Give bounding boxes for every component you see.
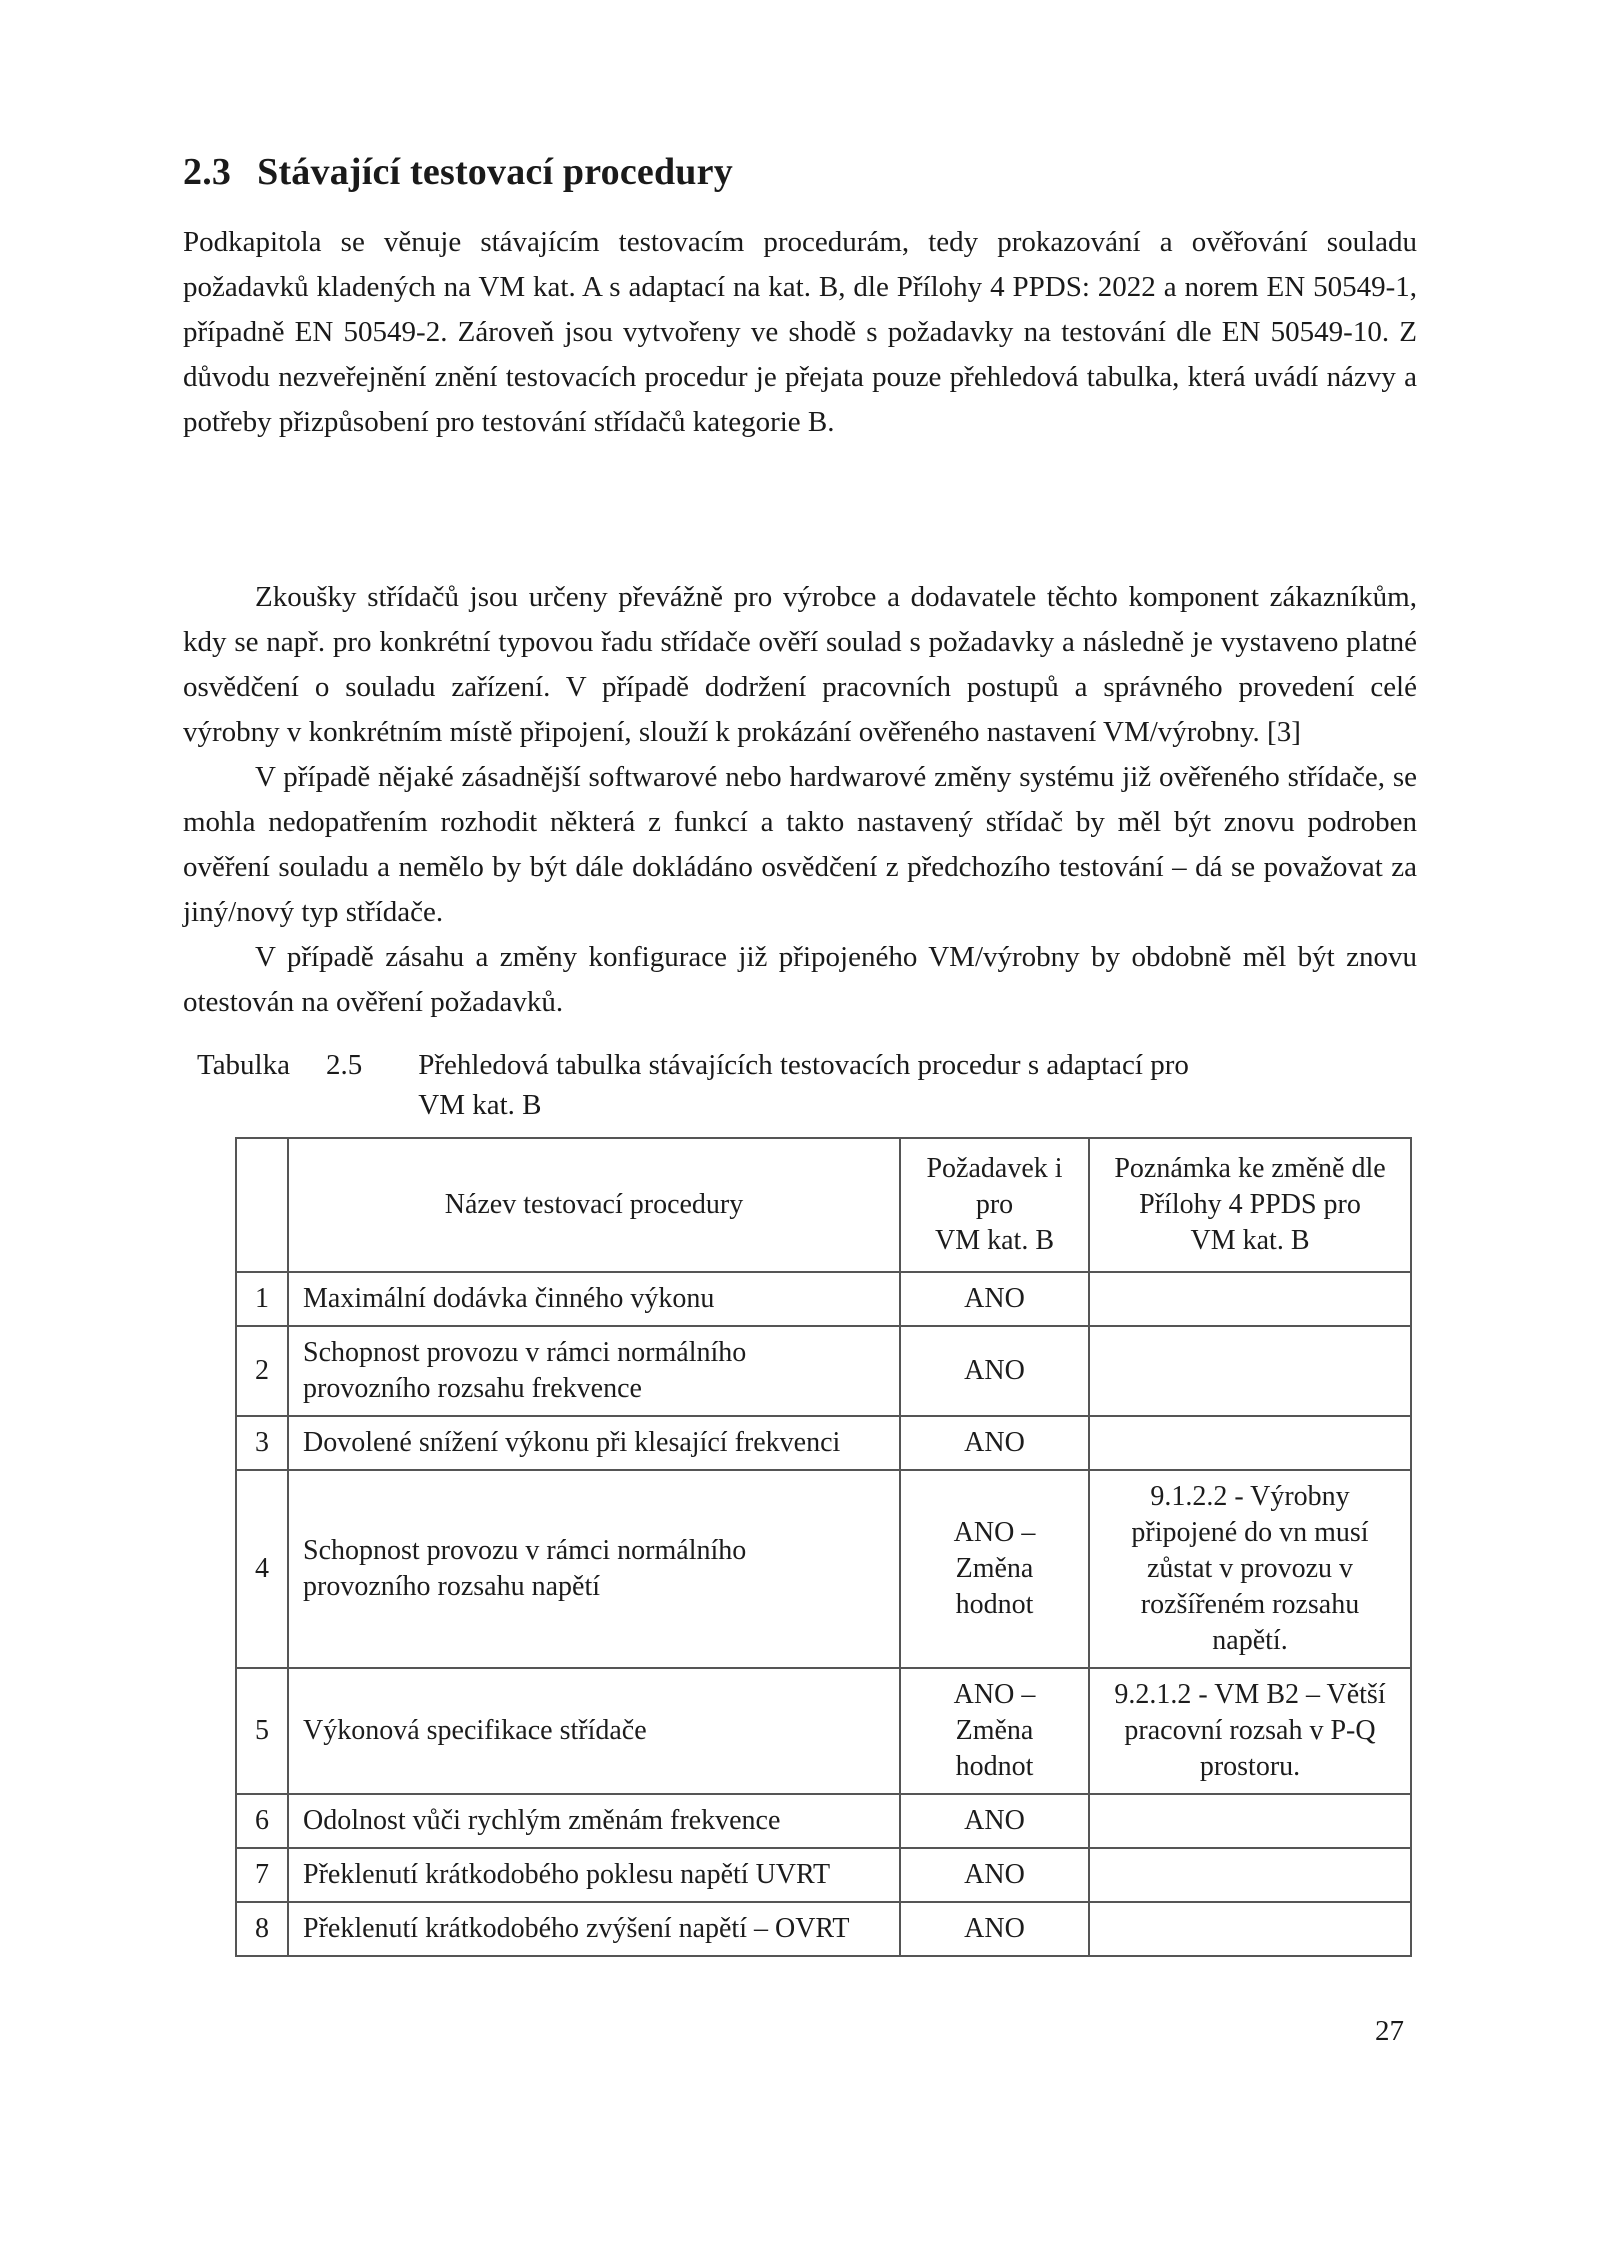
table-row (236, 1272, 1411, 1326)
change-note (1089, 1326, 1411, 1416)
section-heading (183, 150, 1417, 196)
row-index: 7 (236, 1848, 288, 1902)
requirement-value: ANO – Změna hodnot (900, 1668, 1089, 1794)
table-caption (197, 1045, 1417, 1125)
table-row (236, 1902, 1411, 1956)
procedure-name: Překlenutí krátkodobého poklesu napětí UVRT (288, 1848, 900, 1902)
change-note (1089, 1794, 1411, 1848)
table-caption-text: Přehledová tabulka stávajících testovacích procedur s adaptací pro VM kat. B (418, 1048, 1189, 1121)
table-row (236, 1848, 1411, 1902)
procedure-name: Schopnost provozu v rámci normálního provozního rozsahu napětí (288, 1470, 900, 1668)
requirement-value: ANO (900, 1902, 1089, 1956)
change-note: 9.1.2.2 - Výrobny připojené do vn musí zůstat v provozu v rozšířeném rozsahu napětí. (1089, 1470, 1411, 1668)
section-number: 2.3 (183, 151, 232, 193)
change-note (1089, 1848, 1411, 1902)
row-index: 8 (236, 1902, 288, 1956)
requirement-value: ANO (900, 1794, 1089, 1848)
table-caption-number: 2.5 (326, 1048, 363, 1081)
change-note: 9.2.1.2 - VM B2 – Větší pracovní rozsah v P-Q prostoru. (1089, 1668, 1411, 1794)
row-index: 5 (236, 1668, 288, 1794)
requirement-value: ANO – Změna hodnot (900, 1470, 1089, 1668)
requirement-value: ANO (900, 1848, 1089, 1902)
procedure-name: Dovolené snížení výkonu při klesající frekvenci (288, 1416, 900, 1470)
header-index-cell (236, 1138, 288, 1272)
procedure-name: Odolnost vůči rychlým změnám frekvence (288, 1794, 900, 1848)
table-row (236, 1470, 1411, 1668)
table-caption-label: Tabulka (197, 1048, 290, 1081)
row-index: 3 (236, 1416, 288, 1470)
header-requirement: Požadavek i pro VM kat. B (900, 1138, 1089, 1272)
requirement-value: ANO (900, 1416, 1089, 1470)
procedures-table-body (236, 1272, 1411, 1956)
table-row (236, 1794, 1411, 1848)
requirement-value: ANO (900, 1272, 1089, 1326)
paragraph-software-change: V případě nějaké zásadnější softwarové nebo hardwarové změny systému již ověřeného střídače, se mohla nedopatřením rozhodit některá z funkcí a takto nastavený střídač by měl být znovu podroben ověření souladu a nemělo by být dále dokládáno osvědčení z předchozího testování – dá se považovat za jiný/nový typ střídače. (183, 760, 1417, 928)
paragraph-tests-purpose: Zkoušky střídačů jsou určeny převážně pro výrobce a dodavatele těchto komponent zákazníkům, kdy se např. pro konkrétní typovou řadu střídače ověří soulad s požadavky a následně je vystaveno platné osvědčení o souladu zařízení. V případě dodržení pracovních postupů a správného provedení celé výrobny v konkrétním místě připojení, slouží k prokázání ověřeného nastavení VM/výrobny. [3] (183, 580, 1417, 748)
row-index: 2 (236, 1326, 288, 1416)
procedure-name: Maximální dodávka činného výkonu (288, 1272, 900, 1326)
change-note (1089, 1416, 1411, 1470)
change-note (1089, 1272, 1411, 1326)
requirement-value: ANO (900, 1326, 1089, 1416)
change-note (1089, 1902, 1411, 1956)
table-row (236, 1326, 1411, 1416)
procedure-name: Překlenutí krátkodobého zvýšení napětí – OVRT (288, 1902, 900, 1956)
row-index: 1 (236, 1272, 288, 1326)
procedure-name: Výkonová specifikace střídače (288, 1668, 900, 1794)
table-row (236, 1668, 1411, 1794)
page-number: 27 (1375, 2015, 1404, 2047)
row-index: 4 (236, 1470, 288, 1668)
table-header-row (236, 1138, 1411, 1272)
header-change-note: Poznámka ke změně dle Přílohy 4 PPDS pro VM kat. B (1089, 1138, 1411, 1272)
header-procedure-name: Název testovací procedury (288, 1138, 900, 1272)
table-row (236, 1416, 1411, 1470)
procedures-table (235, 1137, 1412, 1957)
row-index: 6 (236, 1794, 288, 1848)
section-title: Stávající testovací procedury (257, 151, 733, 193)
paragraph-reconfiguration: V případě zásahu a změny konfigurace již připojeného VM/výrobny by obdobně měl být znovu otestován na ověření požadavků. (183, 940, 1417, 1018)
procedure-name: Schopnost provozu v rámci normálního provozního rozsahu frekvence (288, 1326, 900, 1416)
paragraph-intro: Podkapitola se věnuje stávajícím testovacím procedurám, tedy prokazování a ověřování souladu požadavků kladených na VM kat. A s adaptací na kat. B, dle Přílohy 4 PPDS: 2022 a norem EN 50549-1, případně EN 50549-2. Zároveň jsou vytvořeny ve shodě s požadavky na testování dle EN 50549-10. Z důvodu nezveřejnění znění testovacích procedur je přejata pouze přehledová tabulka, která uvádí názvy a potřeby přizpůsobení pro testování střídačů kategorie B. (183, 225, 1417, 438)
